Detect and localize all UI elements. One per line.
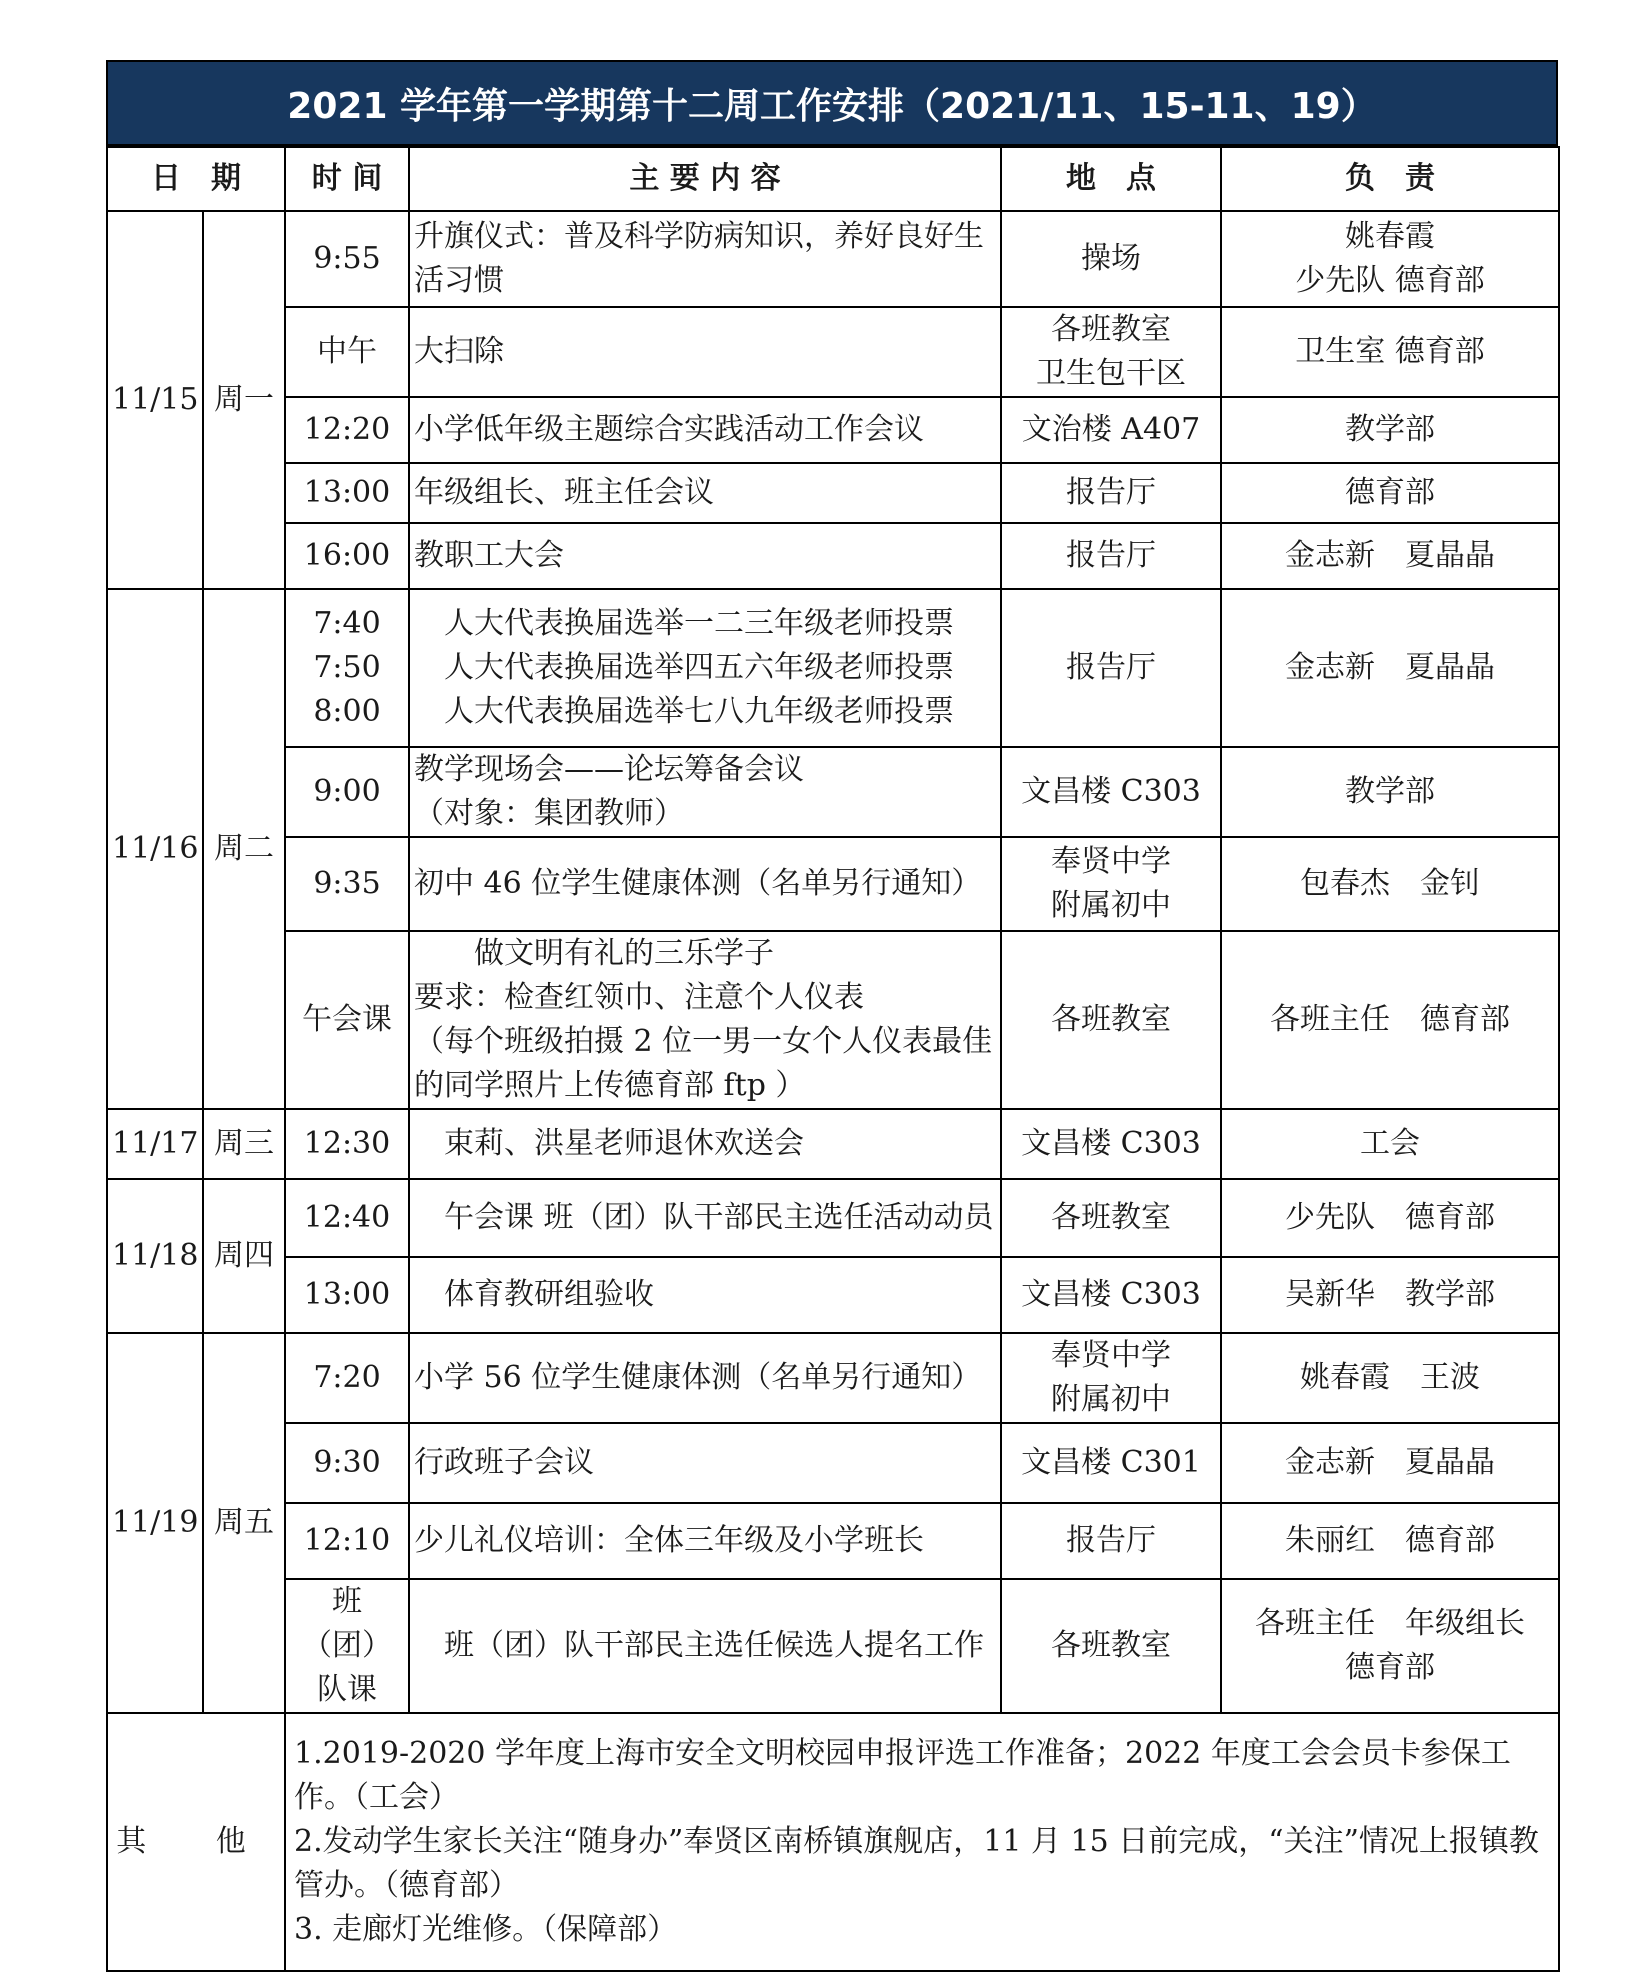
location-cell: 奉贤中学 附属初中 (1001, 1333, 1221, 1423)
weekday-cell: 周二 (203, 589, 285, 1109)
content-cell: 大扫除 (409, 307, 1001, 397)
content-cell: 少儿礼仪培训：全体三年级及小学班长 (409, 1503, 1001, 1579)
other-label: 其 他 (107, 1713, 285, 1971)
header-date: 日 期 (107, 147, 285, 211)
table-row (107, 1179, 1559, 1257)
note-item: 1.2019-2020 学年度上海市安全文明校园申报评选工作准备；2022 年度工会会员卡参保工作。（工会） (294, 1736, 1511, 1815)
table-row (107, 1257, 1559, 1333)
content-cell: 午会课 班（团）队干部民主选任活动动员 (409, 1179, 1001, 1257)
location-cell: 文昌楼 C301 (1001, 1423, 1221, 1503)
owner-cell: 朱丽红 德育部 (1221, 1503, 1559, 1579)
date-cell: 11/16 (107, 589, 203, 1109)
table-row (107, 1109, 1559, 1179)
date-cell: 11/15 (107, 211, 203, 589)
location-cell: 文昌楼 C303 (1001, 1109, 1221, 1179)
weekday-cell: 周一 (203, 211, 285, 589)
owner-cell: 工会 (1221, 1109, 1559, 1179)
content-cell: 班（团）队干部民主选任候选人提名工作 (409, 1579, 1001, 1713)
table-row (107, 307, 1559, 397)
schedule-table (106, 146, 1560, 1972)
time-cell: 12:20 (285, 397, 409, 463)
table-row (107, 211, 1559, 307)
owner-cell: 各班主任 德育部 (1221, 931, 1559, 1109)
location-cell: 操场 (1001, 211, 1221, 307)
time-cell: 12:30 (285, 1109, 409, 1179)
table-row (107, 463, 1559, 523)
owner-cell: 姚春霞 王波 (1221, 1333, 1559, 1423)
time-cell: 9:00 (285, 747, 409, 837)
content-cell: 人大代表换届选举一二三年级老师投票 人大代表换届选举四五六年级老师投票 人大代表换届选举七八九年级老师投票 (409, 589, 1001, 747)
header-time: 时 间 (285, 147, 409, 211)
weekday-cell: 周五 (203, 1333, 285, 1713)
note-item: 2.发动学生家长关注“随身办”奉贤区南桥镇旗舰店，11 月 15 日前完成，“关注”情况上报镇教管办。（德育部） (294, 1824, 1539, 1903)
owner-cell: 金志新 夏晶晶 (1221, 1423, 1559, 1503)
content-cell: 小学 56 位学生健康体测（名单另行通知） (409, 1333, 1001, 1423)
time-cell: 9:55 (285, 211, 409, 307)
owner-cell: 姚春霞 少先队 德育部 (1221, 211, 1559, 307)
table-row (107, 931, 1559, 1109)
time-cell: 13:00 (285, 463, 409, 523)
owner-cell: 包春杰 金钊 (1221, 837, 1559, 931)
location-cell: 文昌楼 C303 (1001, 747, 1221, 837)
time-cell: 9:35 (285, 837, 409, 931)
owner-cell: 吴新华 教学部 (1221, 1257, 1559, 1333)
content-cell: 做文明有礼的三乐学子 要求：检查红领巾、注意个人仪表 （每个班级拍摄 2 位一男一女个人仪表最佳的同学照片上传德育部 ftp ） (409, 931, 1001, 1109)
weekday-cell: 周四 (203, 1179, 285, 1333)
location-cell: 奉贤中学 附属初中 (1001, 837, 1221, 931)
table-row (107, 1579, 1559, 1713)
time-cell: 9:30 (285, 1423, 409, 1503)
other-notes (285, 1713, 1559, 1971)
content-cell: 行政班子会议 (409, 1423, 1001, 1503)
weekday-cell: 周三 (203, 1109, 285, 1179)
time-cell: 12:10 (285, 1503, 409, 1579)
content-cell: 升旗仪式：普及科学防病知识，养好良好生活习惯 (409, 211, 1001, 307)
content-cell: 年级组长、班主任会议 (409, 463, 1001, 523)
table-row (107, 523, 1559, 589)
owner-cell: 教学部 (1221, 397, 1559, 463)
owner-cell: 卫生室 德育部 (1221, 307, 1559, 397)
time-cell: 13:00 (285, 1257, 409, 1333)
time-cell: 7:40 7:50 8:00 (285, 589, 409, 747)
location-cell: 文昌楼 C303 (1001, 1257, 1221, 1333)
table-row (107, 1503, 1559, 1579)
time-cell: 中午 (285, 307, 409, 397)
header-location: 地 点 (1001, 147, 1221, 211)
location-cell: 报告厅 (1001, 463, 1221, 523)
content-cell: 束莉、洪星老师退休欢送会 (409, 1109, 1001, 1179)
content-cell: 小学低年级主题综合实践活动工作会议 (409, 397, 1001, 463)
owner-cell: 金志新 夏晶晶 (1221, 523, 1559, 589)
location-cell: 报告厅 (1001, 589, 1221, 747)
location-cell: 各班教室 卫生包干区 (1001, 307, 1221, 397)
owner-cell: 德育部 (1221, 463, 1559, 523)
location-cell: 各班教室 (1001, 1179, 1221, 1257)
table-row (107, 589, 1559, 747)
date-cell: 11/19 (107, 1333, 203, 1713)
time-cell: 16:00 (285, 523, 409, 589)
note-item: 3. 走廊灯光维修。（保障部） (294, 1912, 678, 1947)
table-row (107, 747, 1559, 837)
table-header-row (107, 147, 1559, 211)
date-cell: 11/17 (107, 1109, 203, 1179)
header-content: 主 要 内 容 (409, 147, 1001, 211)
location-cell: 报告厅 (1001, 1503, 1221, 1579)
time-cell: 7:20 (285, 1333, 409, 1423)
owner-cell: 少先队 德育部 (1221, 1179, 1559, 1257)
location-cell: 文治楼 A407 (1001, 397, 1221, 463)
table-row (107, 1423, 1559, 1503)
content-cell: 体育教研组验收 (409, 1257, 1001, 1333)
owner-cell: 教学部 (1221, 747, 1559, 837)
location-cell: 各班教室 (1001, 1579, 1221, 1713)
owner-cell: 各班主任 年级组长 德育部 (1221, 1579, 1559, 1713)
content-cell: 初中 46 位学生健康体测（名单另行通知） (409, 837, 1001, 931)
time-cell: 班（团） 队课 (285, 1579, 409, 1713)
table-row (107, 397, 1559, 463)
time-cell: 12:40 (285, 1179, 409, 1257)
content-cell: 教职工大会 (409, 523, 1001, 589)
table-row (107, 837, 1559, 931)
schedule-title: 2021 学年第一学期第十二周工作安排（2021/11、15-11、19） (106, 60, 1558, 146)
date-cell: 11/18 (107, 1179, 203, 1333)
header-owner: 负 责 (1221, 147, 1559, 211)
owner-cell: 金志新 夏晶晶 (1221, 589, 1559, 747)
location-cell: 各班教室 (1001, 931, 1221, 1109)
location-cell: 报告厅 (1001, 523, 1221, 589)
table-row (107, 1333, 1559, 1423)
content-cell: 教学现场会——论坛筹备会议 （对象：集团教师） (409, 747, 1001, 837)
time-cell: 午会课 (285, 931, 409, 1109)
other-row (107, 1713, 1559, 1971)
